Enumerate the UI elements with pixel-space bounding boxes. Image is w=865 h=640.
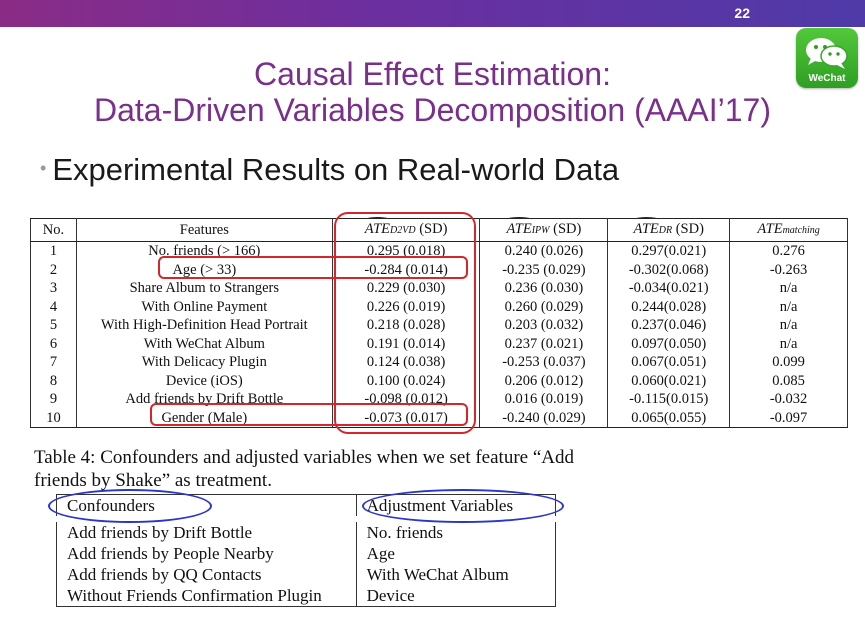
cell-d2vd: -0.098 (0.012) bbox=[332, 390, 480, 409]
cell-feature: Device (iOS) bbox=[76, 372, 332, 391]
cell-dr: 0.067(0.051) bbox=[608, 353, 730, 372]
cell-confounder: Add friends by QQ Contacts bbox=[57, 564, 357, 585]
cell-ipw: 0.206 (0.012) bbox=[480, 372, 608, 391]
header-ate-matching: ATEmatching bbox=[730, 219, 848, 242]
table-row bbox=[57, 519, 556, 543]
cell-no: 1 bbox=[31, 242, 77, 261]
table-row bbox=[31, 316, 848, 335]
table-row bbox=[57, 543, 556, 564]
cell-ipw: -0.240 (0.029) bbox=[480, 409, 608, 428]
cell-ipw: 0.016 (0.019) bbox=[480, 390, 608, 409]
header-ate-d2vd: ATED2VD (SD) bbox=[332, 219, 480, 242]
confounders-header-row bbox=[57, 495, 556, 520]
bullet-text: Experimental Results on Real-world Data bbox=[52, 152, 620, 187]
cell-feature: With Delicacy Plugin bbox=[76, 353, 332, 372]
cell-no: 3 bbox=[31, 279, 77, 298]
cell-dr: 0.237(0.046) bbox=[608, 316, 730, 335]
cell-matching: n/a bbox=[730, 279, 848, 298]
cell-dr: -0.034(0.021) bbox=[608, 279, 730, 298]
cell-ipw: -0.235 (0.029) bbox=[480, 261, 608, 280]
cell-feature: Add friends by Drift Bottle bbox=[76, 390, 332, 409]
table-row bbox=[57, 564, 556, 585]
cell-matching: 0.276 bbox=[730, 242, 848, 261]
cell-d2vd: 0.226 (0.019) bbox=[332, 298, 480, 317]
table-row bbox=[31, 409, 848, 428]
cell-feature: Share Album to Strangers bbox=[76, 279, 332, 298]
cell-feature: With WeChat Album bbox=[76, 335, 332, 354]
cell-dr: 0.297(0.021) bbox=[608, 242, 730, 261]
table-row bbox=[31, 335, 848, 354]
table-row bbox=[31, 242, 848, 261]
cell-ipw: 0.240 (0.026) bbox=[480, 242, 608, 261]
header-features: Features bbox=[76, 219, 332, 242]
cell-matching: n/a bbox=[730, 335, 848, 354]
cell-feature: Age (> 33) bbox=[76, 261, 332, 280]
slide-header-bar bbox=[0, 0, 865, 27]
cell-ipw: 0.260 (0.029) bbox=[480, 298, 608, 317]
cell-no: 6 bbox=[31, 335, 77, 354]
table-row bbox=[31, 298, 848, 317]
header-ate-ipw: ATEIPW (SD) bbox=[480, 219, 608, 242]
cell-dr: -0.115(0.015) bbox=[608, 390, 730, 409]
cell-adjustment: Age bbox=[356, 543, 555, 564]
header-no: No. bbox=[31, 219, 77, 242]
header-adjustment-variables: Adjustment Variables bbox=[356, 495, 555, 520]
table-row bbox=[31, 372, 848, 391]
table-row bbox=[57, 585, 556, 607]
page-number: 22 bbox=[734, 5, 750, 21]
header-ate-dr: ATEDR (SD) bbox=[608, 219, 730, 242]
cell-dr: 0.097(0.050) bbox=[608, 335, 730, 354]
header-confounders: Confounders bbox=[57, 495, 357, 520]
cell-d2vd: 0.191 (0.014) bbox=[332, 335, 480, 354]
cell-matching: -0.097 bbox=[730, 409, 848, 428]
bullet-point bbox=[40, 152, 619, 188]
cell-no: 8 bbox=[31, 372, 77, 391]
cell-d2vd: -0.284 (0.014) bbox=[332, 261, 480, 280]
cell-feature: Gender (Male) bbox=[76, 409, 332, 428]
cell-adjustment: With WeChat Album bbox=[356, 564, 555, 585]
cell-adjustment: Device bbox=[356, 585, 555, 607]
results-table bbox=[30, 218, 848, 428]
cell-dr: 0.060(0.021) bbox=[608, 372, 730, 391]
cell-d2vd: 0.295 (0.018) bbox=[332, 242, 480, 261]
cell-matching: 0.085 bbox=[730, 372, 848, 391]
cell-d2vd: -0.073 (0.017) bbox=[332, 409, 480, 428]
cell-no: 2 bbox=[31, 261, 77, 280]
cell-matching: 0.099 bbox=[730, 353, 848, 372]
cell-matching: -0.263 bbox=[730, 261, 848, 280]
results-header-row bbox=[31, 219, 848, 242]
table-row bbox=[31, 261, 848, 280]
confounders-table bbox=[56, 494, 556, 607]
title-line-2: Data-Driven Variables Decomposition (AAAI’17) bbox=[93, 92, 771, 128]
cell-d2vd: 0.218 (0.028) bbox=[332, 316, 480, 335]
cell-confounder: Without Friends Confirmation Plugin bbox=[57, 585, 357, 607]
table-row bbox=[31, 353, 848, 372]
table-row bbox=[31, 279, 848, 298]
cell-dr: 0.244(0.028) bbox=[608, 298, 730, 317]
cell-dr: 0.065(0.055) bbox=[608, 409, 730, 428]
wechat-logo-label: WeChat bbox=[808, 73, 846, 84]
cell-matching: -0.032 bbox=[730, 390, 848, 409]
table-row bbox=[31, 390, 848, 409]
cell-no: 9 bbox=[31, 390, 77, 409]
cell-ipw: 0.236 (0.030) bbox=[480, 279, 608, 298]
cell-ipw: 0.237 (0.021) bbox=[480, 335, 608, 354]
cell-feature: With Online Payment bbox=[76, 298, 332, 317]
cell-confounder: Add friends by People Nearby bbox=[57, 543, 357, 564]
slide-title bbox=[0, 56, 865, 128]
cell-no: 7 bbox=[31, 353, 77, 372]
cell-adjustment: No. friends bbox=[356, 519, 555, 543]
cell-d2vd: 0.100 (0.024) bbox=[332, 372, 480, 391]
table-4-caption: Table 4: Confounders and adjusted variables when we set feature “Add friends by Shake” as treatment. bbox=[34, 447, 574, 491]
cell-no: 4 bbox=[31, 298, 77, 317]
cell-matching: n/a bbox=[730, 316, 848, 335]
cell-ipw: -0.253 (0.037) bbox=[480, 353, 608, 372]
cell-dr: -0.302(0.068) bbox=[608, 261, 730, 280]
cell-no: 5 bbox=[31, 316, 77, 335]
cell-no: 10 bbox=[31, 409, 77, 428]
title-line-1: Causal Effect Estimation: bbox=[254, 56, 611, 92]
cell-matching: n/a bbox=[730, 298, 848, 317]
cell-confounder: Add friends by Drift Bottle bbox=[57, 519, 357, 543]
bullet-dot-icon: • bbox=[40, 158, 47, 178]
cell-feature: With High-Definition Head Portrait bbox=[76, 316, 332, 335]
cell-ipw: 0.203 (0.032) bbox=[480, 316, 608, 335]
cell-d2vd: 0.229 (0.030) bbox=[332, 279, 480, 298]
cell-feature: No. friends (> 166) bbox=[76, 242, 332, 261]
cell-d2vd: 0.124 (0.038) bbox=[332, 353, 480, 372]
